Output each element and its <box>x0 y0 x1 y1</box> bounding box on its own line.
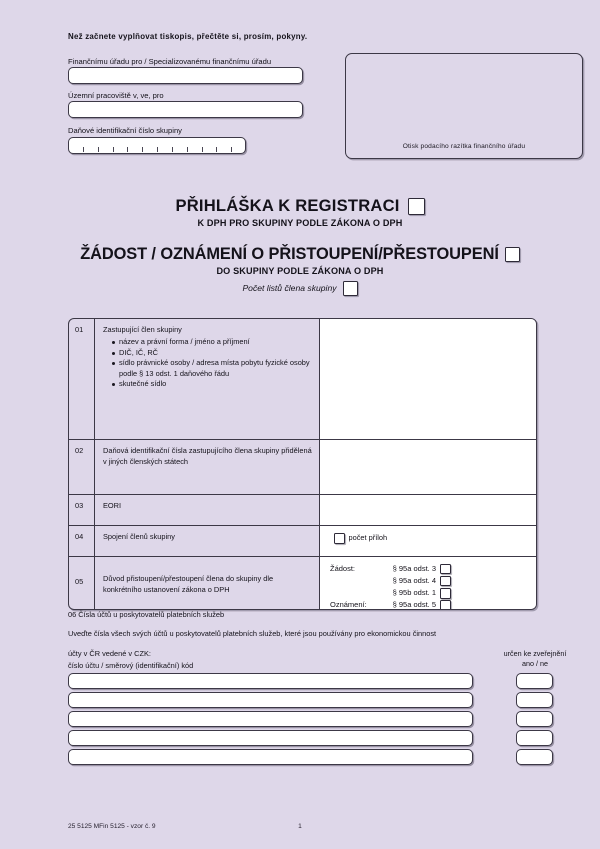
row-bullet-list <box>103 337 313 390</box>
row-label: Spojení členů skupiny <box>95 526 320 556</box>
row-label: Zastupující člen skupiny název a právní forma / jméno a příjmení DIČ, IČ, RČ sídlo právnické osoby / adresa místa pobytu fyzické osoby podle § 13 odst. 1 daňového řádu skutečné sídlo <box>95 319 320 439</box>
application-checkbox[interactable] <box>505 247 520 262</box>
dic-cell-divider <box>231 147 232 152</box>
section06-heading: 06 Čísla účtů u poskytovatelů platebních služeb <box>68 610 225 619</box>
section06-instruction: Uveďte čísla všech svých účtů u poskytovatelů platebních služeb, které jsou používány pro ekonomickou činnost <box>68 629 437 638</box>
table-row <box>69 440 536 495</box>
group-tax-id-cell-dividers <box>68 137 246 154</box>
dic-cell-divider <box>127 147 128 152</box>
title-registration: PŘIHLÁŠKA K REGISTRACI <box>0 196 600 216</box>
section06-column-label: číslo účtu / směrový (identifikační) kód <box>68 661 194 670</box>
tax-office-label: Finančnímu úřadu pro / Specializovanému finančnímu úřadu <box>68 57 272 66</box>
dic-cell-divider <box>187 147 188 152</box>
row-answer-field[interactable] <box>320 495 536 525</box>
row-number: 05 <box>69 557 95 609</box>
list-item: Žádost: § 95a odst. 3 <box>330 563 536 575</box>
publish-flag-input[interactable] <box>516 730 553 746</box>
publish-flag-input[interactable] <box>516 692 553 708</box>
row-label: Důvod přistoupení/přestoupení člena do skupiny dle konkrétního ustanovení zákona o DPH <box>95 557 320 609</box>
reason-checkbox-95a-3[interactable] <box>440 564 451 575</box>
registration-checkbox[interactable] <box>408 198 425 215</box>
list-item: § 95a odst. 4 <box>330 575 536 587</box>
dic-cell-divider <box>202 147 203 152</box>
list-item: skutečné sídlo <box>112 379 313 390</box>
account-number-input[interactable] <box>68 749 473 765</box>
row-answer-field <box>320 557 536 609</box>
reason-checkbox-95a-4[interactable] <box>440 576 451 587</box>
row-answer-field[interactable] <box>320 319 536 439</box>
row-number: 04 <box>69 526 95 556</box>
row-number: 03 <box>69 495 95 525</box>
reason-option-list <box>320 557 536 610</box>
publish-flag-input[interactable] <box>516 673 553 689</box>
dic-cell-divider <box>98 147 99 152</box>
attachments-checkbox[interactable] <box>334 533 345 544</box>
attachments-label: počet příloh <box>348 533 388 543</box>
row-label: Daňová identifikační čísla zastupujícího člena skupiny přidělená v jiných členských státech <box>95 440 320 494</box>
publish-column-header <box>470 649 600 668</box>
list-item: název a právní forma / jméno a příjmení <box>112 337 313 348</box>
row-number: 02 <box>69 440 95 494</box>
row-number: 01 <box>69 319 95 439</box>
office-stamp-caption: Otisk podacího razítka finančního úřadu <box>402 143 526 150</box>
main-form-table <box>68 318 537 610</box>
title-application: ŽÁDOST / OZNÁMENÍ O PŘISTOUPENÍ/PŘESTOUPENÍ <box>0 245 600 264</box>
account-number-input[interactable] <box>68 730 473 746</box>
title-block-registration <box>0 196 600 228</box>
dic-cell-divider <box>83 147 84 152</box>
account-number-input[interactable] <box>68 692 473 708</box>
subtitle-application: DO SKUPINY PODLE ZÁKONA O DPH <box>216 266 384 276</box>
reason-checkbox-95a-5[interactable] <box>440 600 451 610</box>
subtitle-registration: K DPH PRO SKUPINY PODLE ZÁKONA O DPH <box>197 218 403 228</box>
dic-cell-divider <box>157 147 158 152</box>
publish-header-line2: ano / ne <box>522 658 548 668</box>
dic-cell-divider <box>113 147 114 152</box>
attachments-row <box>320 526 536 551</box>
table-row <box>69 319 536 440</box>
list-item: Oznámení: § 95a odst. 5 <box>330 599 536 610</box>
office-stamp-box <box>345 53 583 159</box>
publish-flag-input[interactable] <box>516 749 553 765</box>
publish-header-line1: určen ke zveřejnění <box>503 649 567 658</box>
account-number-column <box>68 672 473 767</box>
tax-office-input[interactable] <box>68 67 303 84</box>
account-number-input[interactable] <box>68 711 473 727</box>
title-block-application <box>0 245 600 296</box>
notice-text: Než začnete vyplňovat tiskopis, přečtěte si, prosím, pokyny. <box>68 32 308 41</box>
account-number-input[interactable] <box>68 673 473 689</box>
dic-cell-divider <box>172 147 173 152</box>
list-item: sídlo právnické osoby / adresa místa pobytu fyzické osoby podle § 13 odst. 1 daňového řádu <box>112 358 313 379</box>
row-answer-field[interactable] <box>320 440 536 494</box>
table-row <box>69 495 536 526</box>
dic-cell-divider <box>216 147 217 152</box>
section06-currency-line: účty v ČR vedené v CZK: <box>68 649 151 658</box>
publish-flag-column <box>516 672 553 767</box>
row-answer-field <box>320 526 536 556</box>
sheet-count-box[interactable] <box>343 281 358 296</box>
row-label: EORI <box>95 495 320 525</box>
list-item: § 95b odst. 1 <box>330 587 536 599</box>
dic-cell-divider <box>142 147 143 152</box>
reason-checkbox-95b-1[interactable] <box>440 588 451 599</box>
branch-office-label: Územní pracoviště v, ve, pro <box>68 91 164 100</box>
branch-office-input[interactable] <box>68 101 303 118</box>
table-row <box>69 557 536 609</box>
form-code: 25 5125 MFin 5125 - vzor č. 9 <box>68 823 156 830</box>
publish-flag-input[interactable] <box>516 711 553 727</box>
group-tax-id-label: Daňové identifikační číslo skupiny <box>68 126 182 135</box>
sheet-count-row: Počet listů člena skupiny <box>0 281 600 296</box>
list-item: DIČ, IČ, RČ <box>112 348 313 359</box>
page-number: 1 <box>298 823 302 830</box>
table-row <box>69 526 536 557</box>
